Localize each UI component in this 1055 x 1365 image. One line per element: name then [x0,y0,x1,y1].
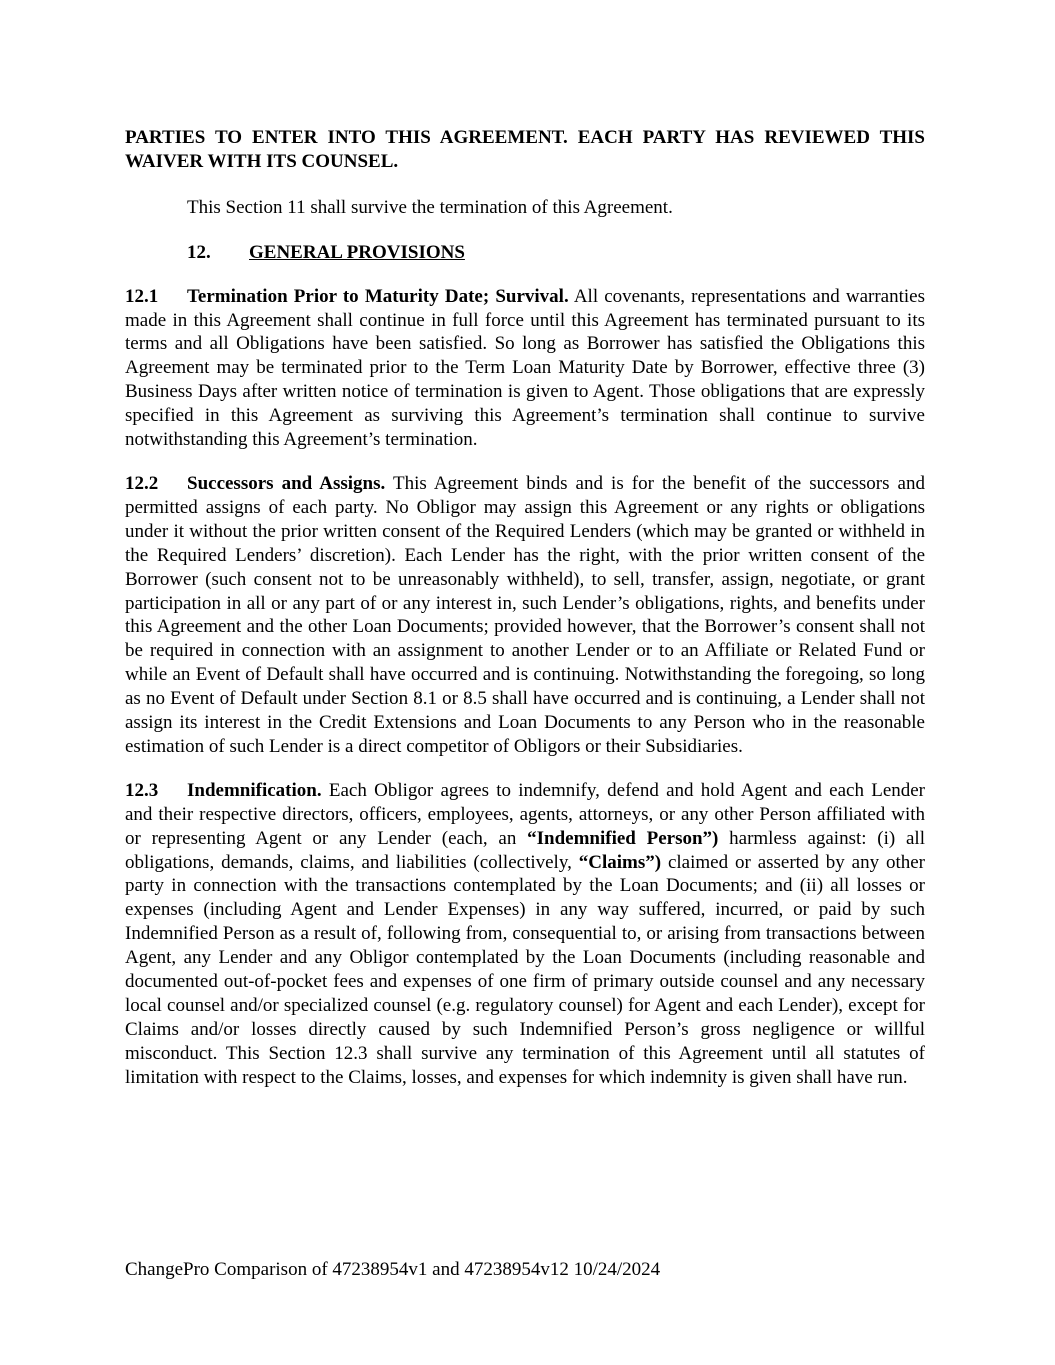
page-footer: ChangePro Comparison of 47238954v1 and 47238954v12 10/24/2024 [125,1259,661,1280]
article-number: 12. [187,241,211,263]
section-number: 12.1 [125,285,159,307]
section-title: Indemnification. [187,779,322,801]
section-body-part-3: claimed or asserted by any other party in connection with the transactions contemplated by the Loan Documents; and (ii) all losses or expenses (including Agent and Lender Expenses) in any way suffered, incurred, or paid by such Indemnified Person as a result of, following from, consequential to, or arising from transactions between Agent, any Lender and any Obligor contemplated by the Loan Documents (including reasonable and documented out-of-pocket fees and expenses of one firm of primary outside counsel and any necessary local counsel and/or specialized counsel (e.g. regulatory counsel) for Agent and each Lender), except for Claims and/or losses directly caused by such Indemnified Person’s gross negligence or willful misconduct. This Section 12.3 shall survive any termination of this Agreement until all statutes of limitation with respect to the Claims, losses, and expenses for which indemnity is given shall have run. [125,851,926,1088]
section-body: All covenants, representations and warranties made in this Agreement shall continue in full force until this Agreement has terminated pursuant to its terms and all Obligations have been satisfied. So long as Borrower has satisfied the Obligations this Agreement may be terminated prior to the Term Loan Maturity Date by Borrower, effective three (3) Business Days after written notice of termination is given to Agent. Those obligations that are expressly specified in this Agreement as surviving this Agreement’s termination shall continue to survive notwithstanding this Agreement’s termination. [125,285,925,451]
document-page [125,126,925,1090]
section-body: This Agreement binds and is for the benefit of the successors and permitted assigns of each party. No Obligor may assign this Agreement or any rights or obligations under it without the prior written consent of the Required Lenders (which may be granted or withheld in the Required Lenders’ discretion). Each Lender has the right, with the prior written consent of the Borrower (such consent not to be unreasonably withheld), to sell, transfer, assign, negotiate, or grant participation in all or any part of or any interest in, such Lender’s obligations, rights, and benefits under this Agreement and the other Loan Documents; provided however, that the Borrower’s consent shall not be required in connection with an assignment to another Lender or to an Affiliate or Related Fund or while an Event of Default shall have occurred and is continuing. Notwithstanding the foregoing, so long as no Event of Default under Section 8.1 or 8.5 shall have occurred and is continuing, a Lender shall not assign its interest in the Credit Extensions and Loan Documents to any Person who in the reasonable estimation of such Lender is a direct competitor of Obligors or their Subsidiaries. [125,472,925,757]
defined-term-indemnified-person: “Indemnified Person”) [527,827,719,849]
section-number: 12.2 [125,472,159,494]
survival-note: This Section 11 shall survive the termination of this Agreement. [187,196,673,218]
article-title: GENERAL PROVISIONS [249,241,465,263]
section-12-3 [125,779,925,1090]
section-12-1 [125,285,925,452]
section-title: Termination Prior to Maturity Date; Survival. [187,285,569,307]
defined-term-claims: “Claims”) [578,851,662,873]
section-12-2 [125,472,925,759]
section-number: 12.3 [125,779,159,801]
section-body-part-2: harmless against: (i) all obligations, demands, claims, and liabilities (collectively, [125,827,925,873]
section-title: Successors and Assigns. [187,472,386,494]
waiver-text: PARTIES TO ENTER INTO THIS AGREEMENT. EACH PARTY HAS REVIEWED THIS WAIVER WITH ITS COUNSEL. [125,127,925,172]
section-body-part-1: Each Obligor agrees to indemnify, defend and hold Agent and each Lender and their respective directors, officers, employees, agents, attorneys, or any other Person affiliated with or representing Agent or any Lender (each, an [125,779,926,849]
article-heading [125,241,925,265]
